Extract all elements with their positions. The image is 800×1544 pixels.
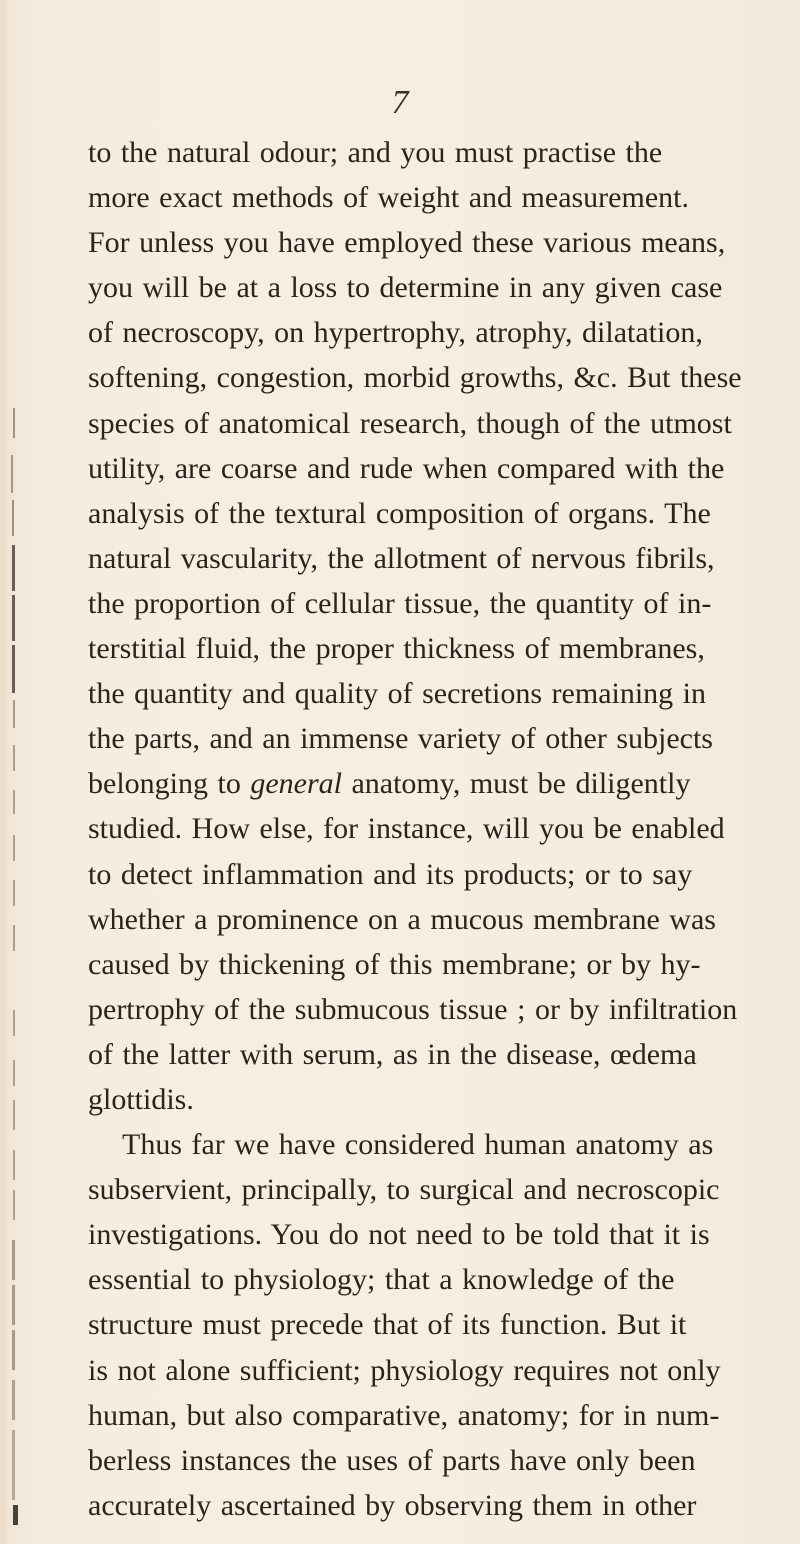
text-line: the quantity and quality of secretions remaining in [88, 677, 707, 711]
text-line: is not alone sufficient; physiology requires not only [88, 1353, 721, 1387]
text-line: to detect inflammation and its products; or to say [88, 857, 693, 891]
body-text [88, 130, 768, 1528]
text-segment: anatomy, must be diligently [341, 767, 691, 801]
text-line: species of anatomical research, though of the utmost [88, 406, 732, 440]
text-line: utility, are coarse and rude when compared with the [88, 451, 725, 485]
page-number: 7 [391, 84, 409, 121]
text-line: the parts, and an immense variety of other subjects [88, 722, 713, 756]
text-line: glottidis. [88, 1082, 194, 1116]
text-line: pertrophy of the submucous tissue ; or by infiltration [88, 992, 738, 1026]
text-line: essential to physiology; that a knowledge of the [88, 1263, 675, 1297]
gutter-shadow [0, 0, 30, 1544]
text-line: analysis of the textural composition of organs. The [88, 496, 711, 530]
text-line: natural vascularity, the allotment of nervous fibrils, [88, 541, 715, 575]
italic-word: general [250, 767, 342, 801]
text-line: to the natural odour; and you must practise the [88, 136, 663, 169]
text-line: of the latter with serum, as in the disease, œdema [88, 1037, 697, 1071]
paragraph-start-line: Thus far we have considered human anatomy as [122, 1128, 714, 1162]
text-line: subservient, principally, to surgical and necroscopic [88, 1173, 720, 1207]
text-line: studied. How else, for instance, will you be enabled [88, 812, 725, 846]
text-line: accurately ascertained by observing them in other [88, 1488, 697, 1522]
text-line: berless instances the uses of parts have only been [88, 1443, 696, 1477]
text-line: whether a prominence on a mucous membrane was [88, 902, 716, 936]
text-line: investigations. You do not need to be told that it is [88, 1218, 710, 1252]
text-line: the proportion of cellular tissue, the quantity of in- [88, 586, 712, 620]
text-line: human, but also comparative, anatomy; for in num- [88, 1398, 720, 1432]
text-segment: belonging to [88, 767, 251, 801]
text-line: For unless you have employed these various means, [88, 226, 726, 260]
text-line: of necroscopy, on hypertrophy, atrophy, dilatation, [88, 316, 703, 350]
text-line: terstitial fluid, the proper thickness of membranes, [88, 632, 705, 666]
text-line: caused by thickening of this membrane; or by hy- [88, 947, 701, 981]
text-line [88, 761, 768, 806]
text-line: you will be at a loss to determine in any given case [88, 271, 723, 305]
text-line: softening, congestion, morbid growths, &c. But these [88, 361, 742, 395]
text-line: structure must precede that of its function. But it [88, 1308, 687, 1342]
text-line: more exact methods of weight and measurement. [88, 181, 689, 215]
